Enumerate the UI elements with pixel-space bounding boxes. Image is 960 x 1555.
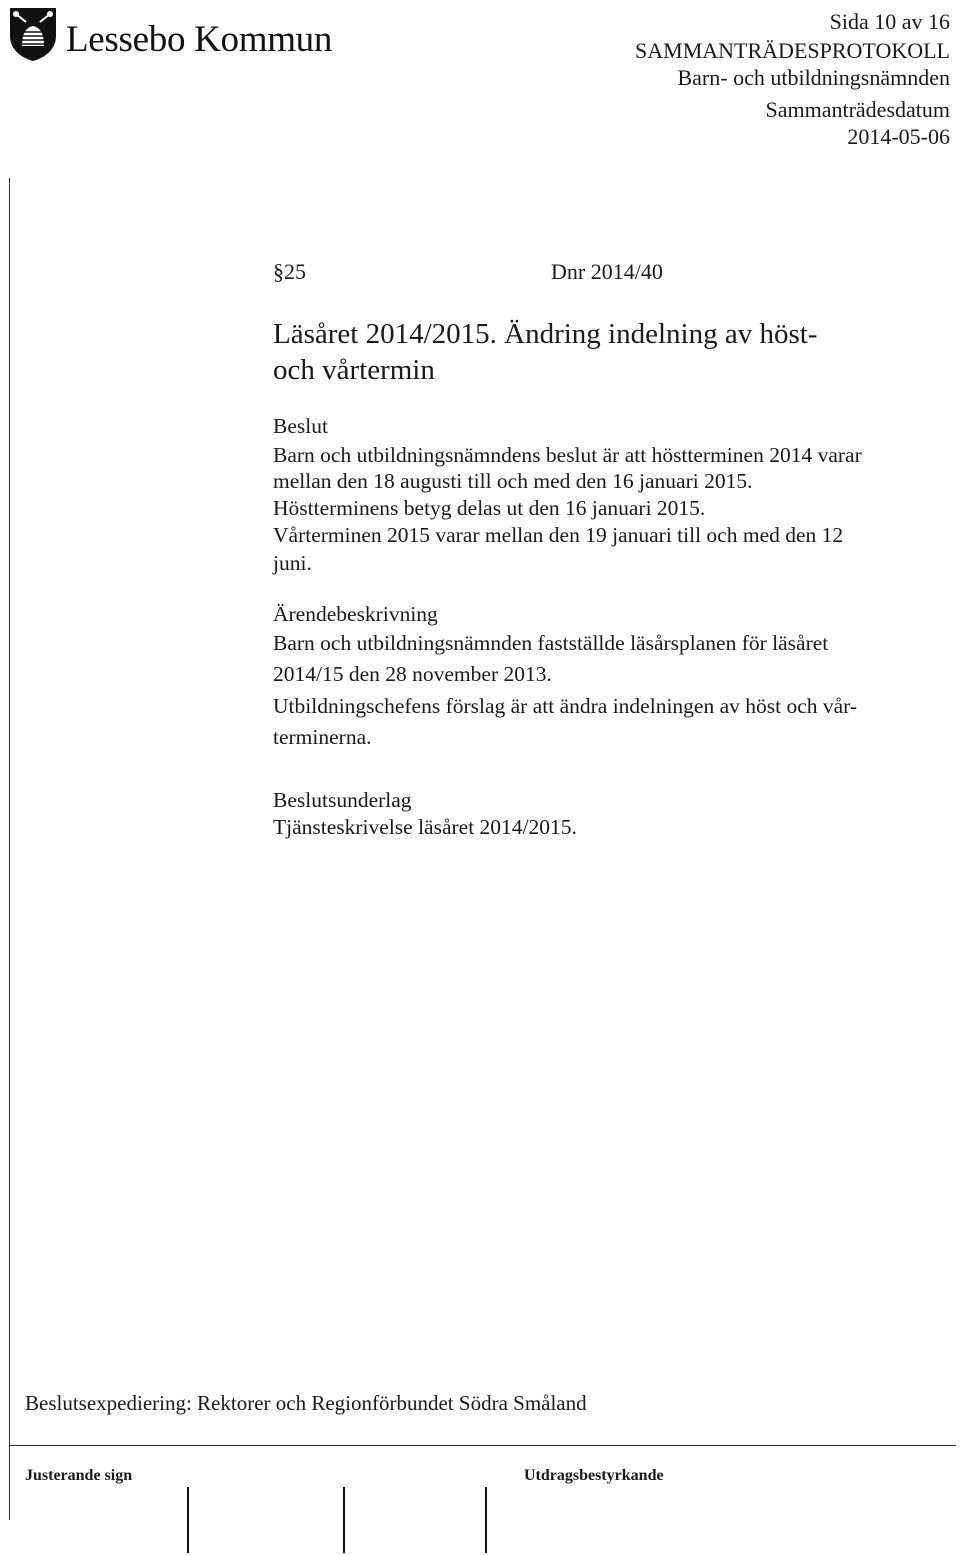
left-margin-rule: [9, 178, 10, 1520]
beslutsexpediering: Beslutsexpediering: Rektorer och Regionförbundet Södra Småland: [25, 1391, 587, 1415]
dnr-number: Dnr 2014/40: [551, 259, 663, 284]
document-type: SAMMANTRÄDESPROTOKOLL: [635, 38, 950, 63]
paragraph-number: §25: [273, 259, 306, 284]
municipality-logo-text: Lessebo Kommun: [66, 19, 333, 60]
beslut-heading: Beslut: [273, 414, 328, 438]
beslut-line: Barn och utbildningsnämndens beslut är att höstterminen 2014 varar: [273, 443, 862, 467]
section-title-line: och vårtermin: [273, 354, 435, 386]
justerande-sign-label: Justerande sign: [25, 1467, 133, 1484]
beslut-line: Vårterminen 2015 varar mellan den 19 januari till och med den 12: [273, 523, 844, 547]
signature-box-divider: [343, 1487, 345, 1553]
underlag-heading: Beslutsunderlag: [273, 788, 412, 812]
arende-line: terminerna.: [273, 725, 372, 749]
footer-rule: [9, 1445, 956, 1446]
arende-line: Barn och utbildningsnämnden fastställde läsårsplanen för läsåret: [273, 631, 829, 655]
section-title: [273, 316, 923, 388]
underlag-item: Tjänsteskrivelse läsåret 2014/2015.: [273, 815, 577, 839]
committee-name: Barn- och utbildningsnämnden: [677, 65, 950, 90]
signature-box-divider: [485, 1487, 487, 1553]
arende-line: Utbildningschefens förslag är att ändra indelningen av höst och vår-: [273, 694, 858, 718]
beslut-line: mellan den 18 augusti till och med den 16 januari 2015.: [273, 469, 753, 493]
signature-box-divider: [187, 1487, 189, 1553]
municipal-crest-icon: [8, 6, 58, 62]
utdragsbestyrkande-label: Utdragsbestyrkande: [524, 1467, 664, 1484]
arende-line: 2014/15 den 28 november 2013.: [273, 662, 552, 686]
arende-heading: Ärendebeskrivning: [273, 602, 438, 626]
page-indicator: Sida 10 av 16: [829, 9, 950, 34]
meeting-date: 2014-05-06: [847, 124, 950, 149]
beslut-line: juni.: [273, 551, 312, 575]
section-title-line: Läsåret 2014/2015. Ändring indelning av höst-: [273, 318, 818, 350]
beslut-line: Höstterminens betyg delas ut den 16 januari 2015.: [273, 496, 706, 520]
meeting-date-label: Sammanträdesdatum: [765, 97, 950, 122]
